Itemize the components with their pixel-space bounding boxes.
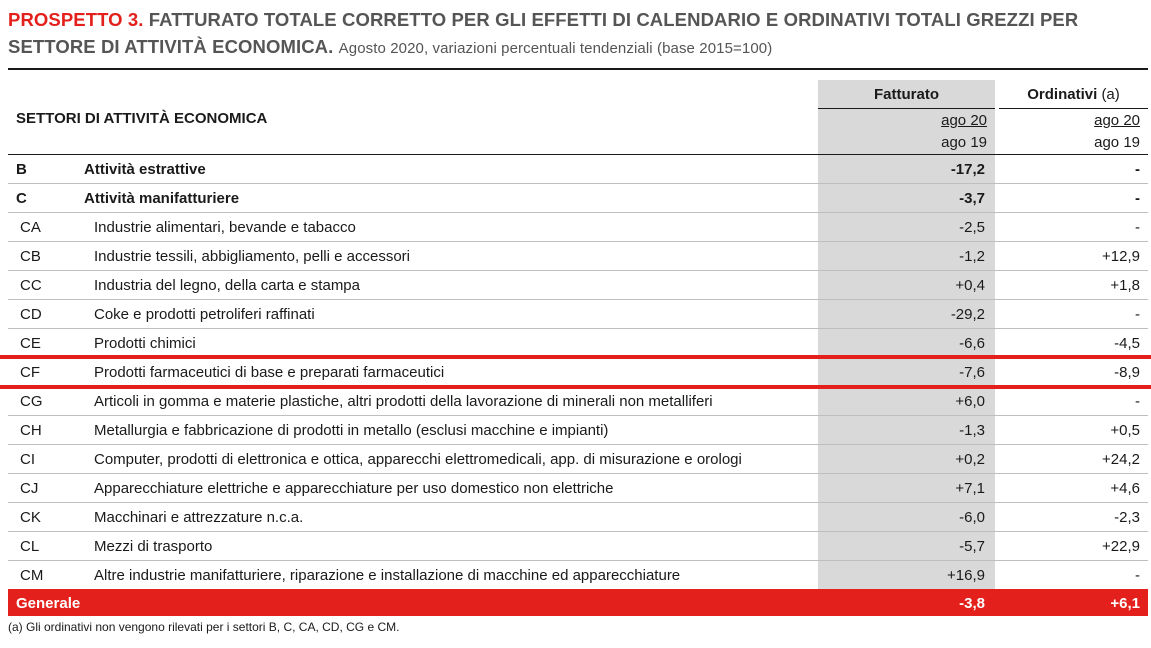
sector-code: CJ: [8, 474, 80, 503]
table-row: [8, 503, 1148, 532]
fatturato-period-bottom: ago 19: [941, 134, 988, 151]
ordinativi-period-bottom: ago 19: [1094, 134, 1141, 151]
ordinativi-value: -: [999, 561, 1148, 590]
fatturato-value: -29,2: [818, 300, 995, 329]
fatturato-value: +6,0: [818, 387, 995, 416]
sector-code: CC: [8, 271, 80, 300]
footnote: (a) Gli ordinativi non vengono rilevati per i settori B, C, CA, CD, CG e CM.: [8, 620, 400, 634]
sector-label: Coke e prodotti petroliferi raffinati: [80, 300, 818, 329]
sector-label: Prodotti chimici: [80, 329, 818, 358]
ordinativi-value: -2,3: [999, 503, 1148, 532]
table-title-main: FATTURATO TOTALE CORRETTO PER GLI EFFETTI DI CALENDARIO E ORDINATIVI TOTALI GREZZI PER SETTORE DI ATTIVITÀ ECONOMICA.: [8, 9, 1079, 57]
highlight-line-top: [0, 355, 1151, 359]
ordinativi-value: +22,9: [999, 532, 1148, 561]
ordinativi-value: -: [999, 387, 1148, 416]
ordinativi-value: -: [999, 184, 1148, 213]
sector-label: Industrie alimentari, bevande e tabacco: [80, 213, 818, 242]
table-row: [8, 329, 1148, 358]
table-row: [8, 561, 1148, 590]
fatturato-value: -6,6: [818, 329, 995, 358]
table-row: [8, 387, 1148, 416]
table-title: [8, 6, 1148, 62]
ordinativi-value: +4,6: [999, 474, 1148, 503]
fatturato-value: -1,2: [818, 242, 995, 271]
fatturato-value: -5,7: [818, 532, 995, 561]
sector-label: Mezzi di trasporto: [80, 532, 818, 561]
table-row: [8, 445, 1148, 474]
sector-code: CH: [8, 416, 80, 445]
fatturato-period-top: ago 20: [941, 112, 988, 129]
ordinativi-value: -: [999, 213, 1148, 242]
fatturato-value: -6,0: [818, 503, 995, 532]
ordinativi-value: -8,9: [999, 358, 1148, 387]
sector-code: B: [8, 155, 80, 184]
top-rule: [8, 68, 1148, 70]
sector-code: CF: [8, 358, 80, 387]
table-row: [8, 184, 1148, 213]
ordinativi-period-top: ago 20: [1094, 112, 1141, 129]
sector-code: CI: [8, 445, 80, 474]
sector-code: CE: [8, 329, 80, 358]
sector-label: Apparecchiature elettriche e apparecchiature per uso domestico non elettriche: [80, 474, 818, 503]
ordinativi-value: -4,5: [999, 329, 1148, 358]
total-label: Generale: [8, 590, 818, 617]
table-row: [8, 300, 1148, 329]
sectors-header: SETTORI DI ATTIVITÀ ECONOMICA: [16, 110, 268, 127]
table-subtitle: Agosto 2020, variazioni percentuali tendenziali (base 2015=100): [338, 40, 773, 57]
table-row: [8, 474, 1148, 503]
sector-label: Altre industrie manifatturiere, riparazione e installazione di macchine ed apparecchiature: [80, 561, 818, 590]
table-row: [8, 213, 1148, 242]
ordinativi-header-label: Ordinativi: [1027, 85, 1098, 103]
sector-code: CG: [8, 387, 80, 416]
highlight-line-bottom: [0, 385, 1151, 389]
table-row: [8, 358, 1148, 387]
ordinativi-value: +12,9: [999, 242, 1148, 271]
fatturato-period: [818, 109, 995, 155]
table-row: [8, 532, 1148, 561]
fatturato-value: -7,6: [818, 358, 995, 387]
table-row: [8, 416, 1148, 445]
ordinativi-value: +1,8: [999, 271, 1148, 300]
data-table: [8, 80, 1148, 616]
table-row: [8, 271, 1148, 300]
table-row: [8, 155, 1148, 184]
total-row: [8, 590, 1148, 617]
header-row: [8, 80, 1148, 109]
ordinativi-value: -: [999, 300, 1148, 329]
sector-code: CM: [8, 561, 80, 590]
fatturato-value: -17,2: [818, 155, 995, 184]
ordinativi-value: -: [999, 155, 1148, 184]
fatturato-value: +0,2: [818, 445, 995, 474]
total-fatturato: -3,8: [818, 590, 995, 617]
sector-code: CA: [8, 213, 80, 242]
sector-label: Articoli in gomma e materie plastiche, altri prodotti della lavorazione di minerali non metalliferi: [80, 387, 818, 416]
fatturato-value: +16,9: [818, 561, 995, 590]
ordinativi-header-note: (a): [1101, 85, 1120, 103]
fatturato-value: -3,7: [818, 184, 995, 213]
fatturato-value: -2,5: [818, 213, 995, 242]
sector-code: CD: [8, 300, 80, 329]
ordinativi-header: [999, 80, 1148, 109]
fatturato-value: -1,3: [818, 416, 995, 445]
fatturato-value: +7,1: [818, 474, 995, 503]
table-number: PROSPETTO 3.: [8, 9, 144, 30]
fatturato-header: Fatturato: [818, 80, 995, 109]
ordinativi-period: [999, 109, 1148, 155]
sector-code: CB: [8, 242, 80, 271]
ordinativi-value: +0,5: [999, 416, 1148, 445]
sector-label: Macchinari e attrezzature n.c.a.: [80, 503, 818, 532]
ordinativi-value: +24,2: [999, 445, 1148, 474]
sector-code: CK: [8, 503, 80, 532]
sector-label: Metallurgia e fabbricazione di prodotti in metallo (esclusi macchine e impianti): [80, 416, 818, 445]
sector-label: Attività manifatturiere: [80, 184, 818, 213]
table-row: [8, 242, 1148, 271]
sector-label: Industrie tessili, abbigliamento, pelli e accessori: [80, 242, 818, 271]
total-ordinativi: +6,1: [999, 590, 1148, 617]
sector-label: Attività estrattive: [80, 155, 818, 184]
sector-code: CL: [8, 532, 80, 561]
sector-label: Industria del legno, della carta e stampa: [80, 271, 818, 300]
sector-label: Computer, prodotti di elettronica e ottica, apparecchi elettromedicali, app. di misurazione e orologi: [80, 445, 818, 474]
sector-code: C: [8, 184, 80, 213]
sector-label: Prodotti farmaceutici di base e preparati farmaceutici: [80, 358, 818, 387]
fatturato-value: +0,4: [818, 271, 995, 300]
